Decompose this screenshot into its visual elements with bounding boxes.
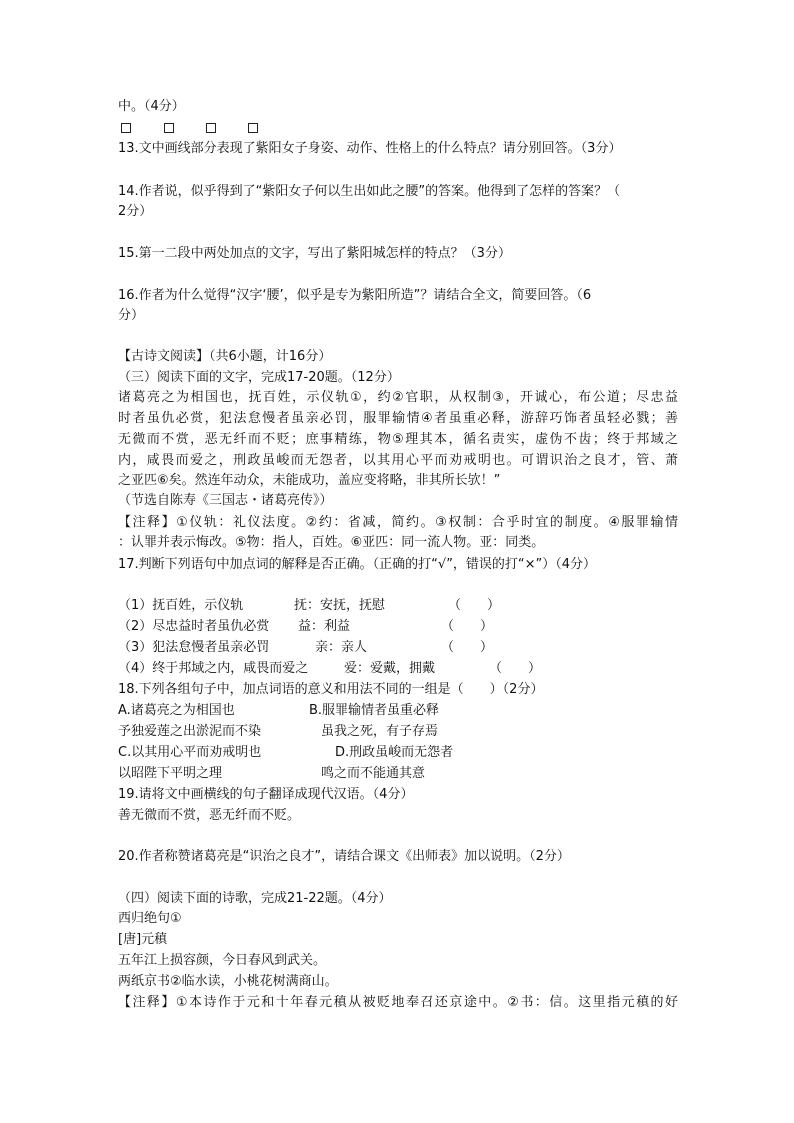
q17-item-2-gloss: 益：利益 (298, 619, 351, 634)
q17-item-1-gloss: 抚：安抚，抚慰 (294, 598, 386, 613)
q17-item-4-sentence: （4）终于邦域之内，咸畏而爱之 (118, 661, 309, 676)
part-4-instruction: （四）阅读下面的诗歌，完成21-22题。（4分） (118, 891, 392, 906)
question-16-line2: 分） (118, 308, 145, 323)
checkbox-1[interactable] (121, 123, 131, 133)
annotation-line: ：认罪并表示悔改。⑤物：指人，百姓。⑥亚匹：同一流人物。亚：同类。 (118, 535, 545, 550)
question-19: 19.请将文中画横线的句子翻译成现代汉语。（4分） (118, 787, 414, 802)
passage-line: 之亚匹⑥矣。然连年动众，未能成功，盖应变将略，非其所长欤！” (118, 473, 501, 488)
passage-line: 内，咸畏而爱之，刑政虽峻而无怨者，以其用心平而劝戒明也。可谓识治之良才，管、萧 (118, 453, 678, 468)
q18-option-c: C.以其用心平而劝戒明也 (118, 745, 262, 760)
passage-line: 无微而不赏，恶无纤而不贬；庶事精练，物⑤理其本，循名责实，虚伪不齿；终于邦域之 (118, 432, 678, 447)
q19-sentence: 善无微而不赏，恶无纤而不贬。 (118, 808, 301, 823)
question-16-line1: 16.作者为什么觉得“汉字‘腰’，似乎是专为紫阳所造”？请结合全文，简要回答。（6 (118, 288, 592, 303)
checkbox-3[interactable] (206, 123, 216, 133)
q17-item-2-sentence: （2）尽忠益时者虽仇必赏 (118, 619, 270, 634)
q17-item-3-gloss: 亲：亲人 (315, 640, 368, 655)
q18-option-a: A.诸葛亮之为相国也 (118, 703, 235, 718)
checkbox-4[interactable] (248, 123, 258, 133)
poem-author: [唐]元稹 (118, 932, 168, 947)
question-14-line1: 14.作者说，似乎得到了“紫阳女子何以生出如此之腰”的答案。他得到了怎样的答案？（ (118, 184, 621, 199)
q18-option-b-pair: 虽我之死，有子存焉 (321, 724, 439, 739)
poem-line-2: 两纸京书②临水读，小桃花树满商山。 (118, 974, 338, 989)
q12-score-tail: 中。（4分） (118, 99, 185, 114)
poem-line-1: 五年江上损容颜，今日春风到武关。 (118, 953, 327, 968)
q17-item-4-gloss: 爱：爱戴，拥戴 (344, 661, 436, 676)
q18-option-a-pair: 予独爱莲之出淤泥而不染 (118, 724, 262, 739)
question-13: 13.文中画线部分表现了紫阳女子身姿、动作、性格上的什么特点？请分别回答。（3分） (118, 141, 622, 156)
question-15: 15.第一二段中两处加点的文字，写出了紫阳城怎样的特点？（3分） (118, 246, 511, 261)
q18-option-c-pair: 以昭陛下平明之理 (118, 766, 223, 781)
checkbox-2[interactable] (164, 123, 174, 133)
question-18: 18.下列各组句子中，加点词语的意义和用法不同的一组是（ ）（2分） (118, 682, 544, 697)
q17-item-3-answer[interactable]: （ ） (441, 640, 494, 655)
section-heading-classical: 【古诗文阅读】（共6小题，计16分） (118, 349, 332, 364)
q18-option-d-pair: 鸣之而不能通其意 (321, 766, 426, 781)
q17-item-4-answer[interactable]: （ ） (489, 661, 542, 676)
poem-annotation: 【注释】①本诗作于元和十年春元稹从被贬地奉召还京途中。②书：信。这里指元稹的好 (118, 995, 678, 1010)
q17-item-1-answer[interactable]: （ ） (448, 598, 501, 613)
annotation-line: 【注释】①仪轨：礼仪法度。②约：省减，简约。③权制：合乎时宜的制度。④服罪输情 (118, 515, 678, 530)
q17-item-1-sentence: （1）抚百姓，示仪轨 (118, 598, 244, 613)
passage-line: 时者虽仇必赏，犯法怠慢者虽亲必罚，服罪输情④者虽重必释，游辞巧饰者虽轻必戮；善 (118, 411, 678, 426)
q17-item-2-answer[interactable]: （ ） (441, 619, 494, 634)
question-17: 17.判断下列语句中加点词的解释是否正确。（正确的打“√”，错误的打“×”）（4分） (118, 557, 597, 572)
poem-title: 西归绝句① (118, 911, 182, 926)
question-20: 20.作者称赞诸葛亮是“识治之良才”，请结合课文《出师表》加以说明。（2分） (118, 849, 570, 864)
passage-source: （节选自陈寿《三国志・诸葛亮传》） (118, 493, 333, 508)
passage-line: 诸葛亮之为相国也，抚百姓，示仪轨①，约②官职，从权制③，开诚心，布公道；尽忠益 (118, 390, 678, 405)
part-3-instruction: （三）阅读下面的文字，完成17-20题。（12分） (118, 370, 400, 385)
q18-option-b: B.服罪输情者虽重必释 (309, 703, 440, 718)
q17-item-3-sentence: （3）犯法怠慢者虽亲必罚 (118, 640, 270, 655)
q18-option-d: D.刑政虽峻而无怨者 (335, 745, 454, 760)
question-14-line2: 2分） (118, 204, 153, 219)
